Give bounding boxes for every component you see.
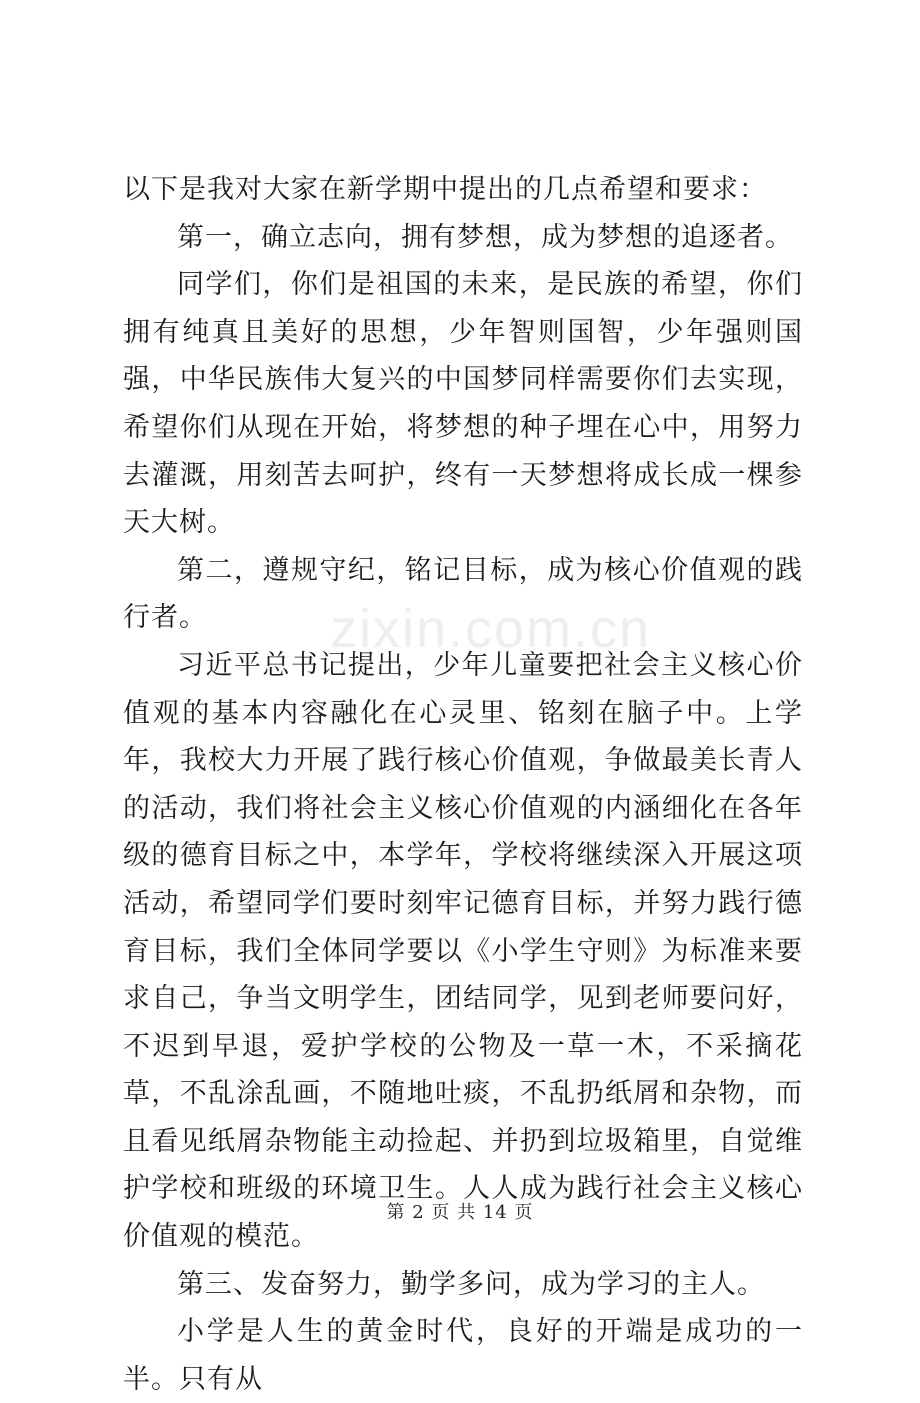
paragraph-point-three-body: 小学是人生的黄金时代，良好的开端是成功的一半。只有从: [123, 1316, 803, 1395]
paragraph-point-two-body: 习近平总书记提出，少年儿童要把社会主义核心价值观的基本内容融化在心灵里、铭刻在脑子中。上学年，我校大力开展了践行核心价值观，争做最美长青人的活动，我们将社会主义核心价值观的内涵细化在各年级的德育目标之中，本学年，学校将继续深入开展这项活动，希望同学们要时刻牢记德育目标，并努力践行德育目标，我们全体同学要以《小学生守则》为标准来要求自己，争当文明学生，团结同学，见到老师要问好，不迟到早退，爱护学校的公物及一草一木，不采摘花草，不乱涂乱画，不随地吐痰，不乱扔纸屑和杂物，而且看见纸屑杂物能主动捡起、并扔到垃圾箱里，自觉维护学校和班级的环境卫生。人人成为践行社会主义核心价值观的模范。: [123, 649, 803, 1253]
paragraph-point-three-heading: 第三、发奋努力，勤学多问，成为学习的主人。: [177, 1268, 765, 1300]
paragraph-point-two-heading: 第二，遵规守纪，铭记目标，成为核心价值观的践行者。: [123, 554, 803, 634]
watermark-text: zixin.com.cn: [330, 599, 652, 659]
paragraph-point-one-body: 同学们，你们是祖国的未来，是民族的希望，你们拥有纯真且美好的思想，少年智则国智，少年强则国强，中华民族伟大复兴的中国梦同样需要你们去实现，希望你们从现在开始，将梦想的种子埋在心中，用努力去灌溉，用刻苦去呵护，终有一天梦想将成长成一棵参天大树。: [123, 269, 803, 539]
page-number-footer: 第 2 页 共 14 页: [386, 1202, 534, 1223]
paragraph-point-one-heading: 第一，确立志向，拥有梦想，成为梦想的追逐者。: [177, 221, 793, 253]
paragraph-intro: 以下是我对大家在新学期中提出的几点希望和要求：: [123, 174, 767, 205]
